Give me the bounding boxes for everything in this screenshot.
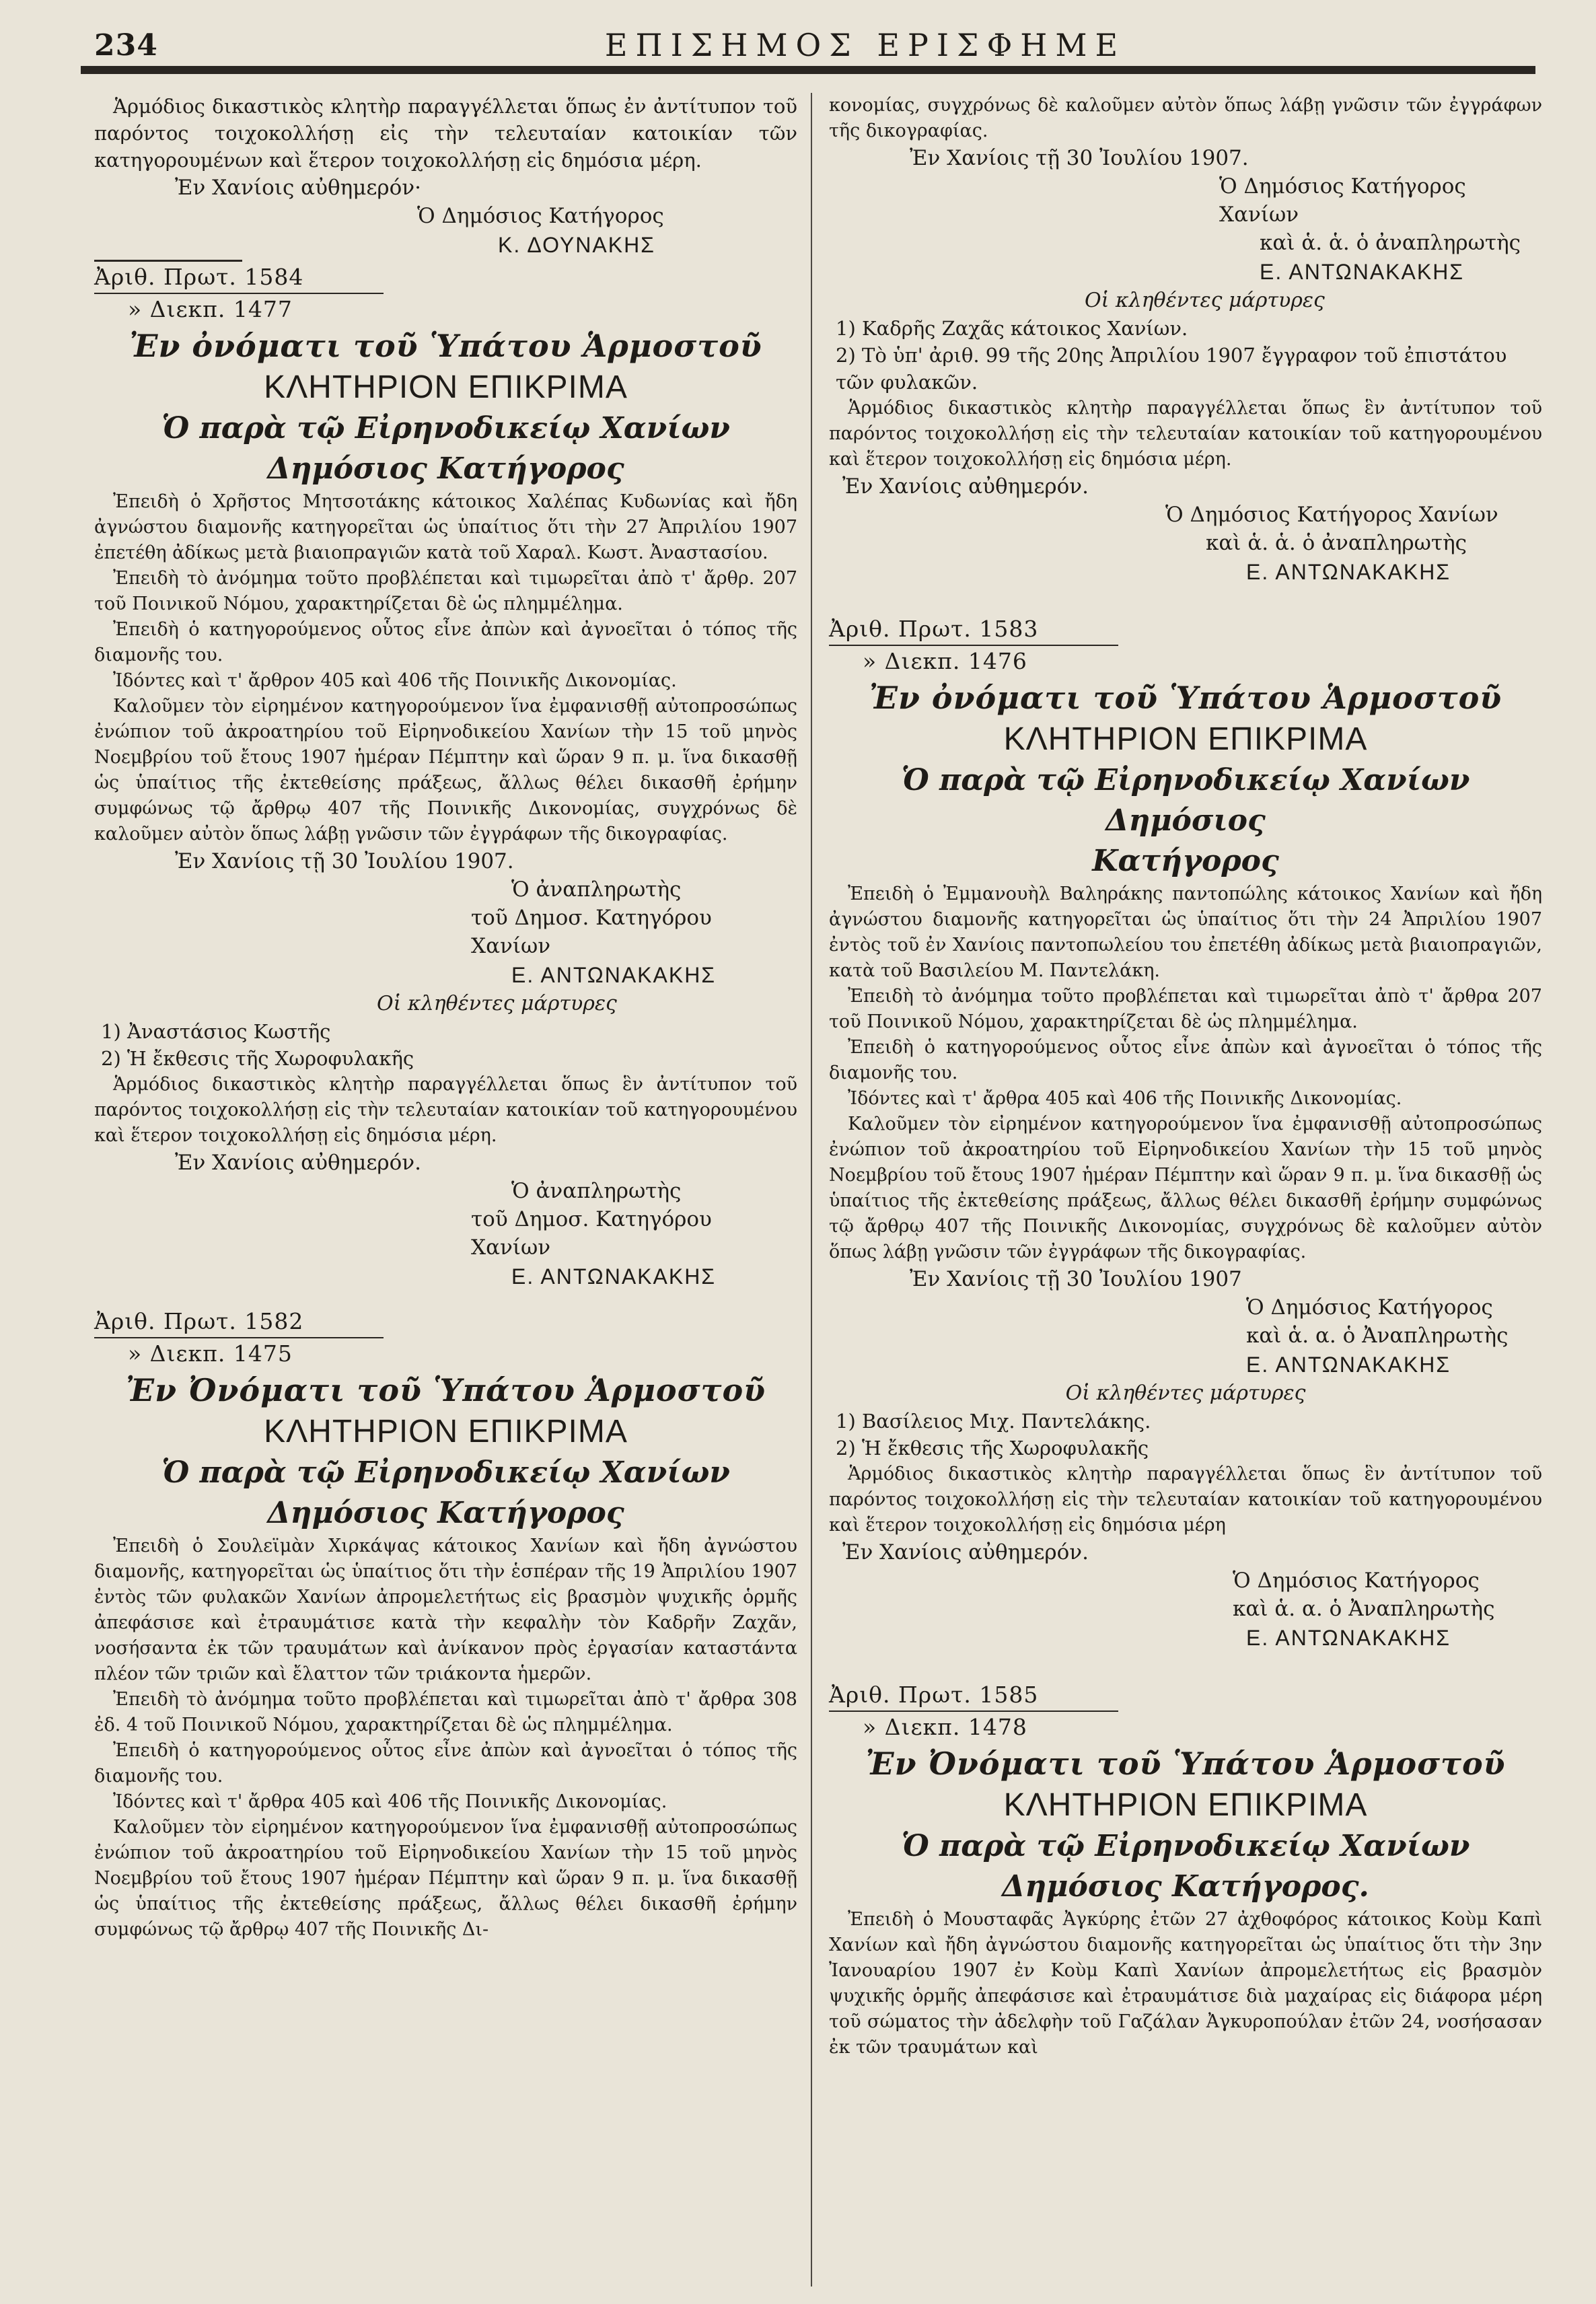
paragraph: Ἐπειδὴ ὁ Σουλεϊμὰν Χιρκάψας κάτοικος Χανίων καὶ ἤδη ἀγνώστου διαμονῆς, κατηγορεῖται ὡς ὑπαίτιος ὅτι τὴν ἑσπέραν τῆς 19 Ἀπριλίου 1907 ἐντὸς τῶν φυλακῶν Χανίων ἀπρομελετήτως εἰς βρασμὸν ψυχικῆς ὁρμῆς ἀπεφάσισε καὶ ἐτραυμάτισε κατὰ τὴν κεφαλὴν τὸν Καδρῆν Ζαχᾶν, νοσήσαντα ἐκ τῶν τραυμάτων καὶ ἀνίκανον πρὸς ἐργασίαν καταστάντα πλέον τῶν τριῶν καὶ ἔλαττον τῶν τριάκοντα ἡμερῶν. xyxy=(94,1536,797,1684)
signature-name: Ε. ΑΝΤΩΝΑΚΑΚΗΣ xyxy=(511,963,717,987)
heading-court: Ὁ παρὰ τῷ Εἰρηνοδικείῳ Χανίων Δημόσιος xyxy=(901,763,1470,838)
heading-prosecutor: Δημόσιος Κατήγορος xyxy=(267,1496,624,1530)
witness-item: 2) Ἡ ἔκθεσις τῆς Χωροφυλακῆς xyxy=(101,1047,414,1070)
date-line: Ἐν Χανίοις τῇ 30 Ἰουλίου 1907 xyxy=(910,1267,1242,1291)
heading-prosecutor: Δημόσιος Κατήγορος. xyxy=(1002,1869,1369,1904)
signature-name: Ε. ΑΝΤΩΝΑΚΑΚΗΣ xyxy=(511,1264,717,1289)
paragraph: Ἰδόντες καὶ τ' ἄρθρα 405 καὶ 406 τῆς Ποινικῆς Δικονομίας. xyxy=(113,1791,667,1812)
witness-title: Οἱ κληθέντες μάρτυρες xyxy=(377,992,617,1015)
intro-signature-role: Ὁ Δημόσιος Κατήγορος xyxy=(417,204,664,228)
intro-signature-name: Κ. ΔΟΥΝΑΚΗΣ xyxy=(498,233,655,257)
signature-office: καὶ ἁ. ἁ. ὁ ἀναπληρωτὴς xyxy=(1260,231,1521,255)
paragraph: Ἐπειδὴ τὸ ἀνόμημα τοῦτο προβλέπεται καὶ τιμωρεῖται ἀπὸ τ' ἄρθρα 207 τοῦ Ποινικοῦ Νόμου, χαρακτηρίζεται δὲ ὡς πλημμέλημα. xyxy=(829,986,1542,1032)
witness-item: 1) Βασίλειος Μιχ. Παντελάκης. xyxy=(836,1410,1151,1433)
paragraph: Ἐπειδὴ ὁ κατηγορούμενος οὗτος εἶνε ἀπὼν καὶ ἀγνοεῖται ὁ τόπος τῆς διαμονῆς του. xyxy=(829,1037,1542,1083)
paragraph: Καλοῦμεν τὸν εἰρημένον κατηγορούμενον ἵνα ἐμφανισθῇ αὐτοπροσώπως ἐνώπιον τοῦ ἀκροατηρίου τοῦ Εἰρηνοδικείου Χανίων τὴν 15 τοῦ μηνὸς Νοεμβρίου τοῦ ἔτους 1907 ἡμέραν Πέμπτην καὶ ὥραν 9 π. μ. ἵνα δικασθῇ ὡς ὑπαίτιος τῆς ἐκτεθείσης πράξεως, ἄλλως θέλει δικασθῆ ἐρήμην συμφώνως τῷ ἄρθρῳ 407 τῆς Ποινικῆς Δικονομίας, συγχρόνως δὲ καλοῦμεν αὐτὸν ὅπως λάβῃ γνῶσιν τῶν ἐγγράφων τῆς δικογραφίας. xyxy=(829,1114,1542,1262)
signature-role: Ὁ Δημόσιος Κατήγορος Χανίων xyxy=(1219,174,1466,227)
paragraph: Ἁρμόδιος δικαστικὸς κλητὴρ παραγγέλλεται ὅπως ἓν ἀντίτυπον τοῦ παρόντος τοιχοκολλήσῃ εἰς τὴν τελευταίαν κατοικίαν τοῦ κατηγορουμένου καὶ ἕτερον τοιχοκολλήσῃ εἰς δημόσια μέρη xyxy=(829,1464,1542,1536)
signature-office: καὶ ἁ. α. ὁ Ἀναπληρωτὴς xyxy=(1246,1324,1509,1348)
signature-role: Ὁ Δημόσιος Κατήγορος xyxy=(1246,1295,1493,1320)
heading-court: Ὁ παρὰ τῷ Εἰρηνοδικείῳ Χανίων xyxy=(901,1829,1470,1863)
place-line: Ἐν Χανίοις αὐθημερόν. xyxy=(842,474,1089,499)
paragraph: Ἐπειδὴ τὸ ἀνόμημα τοῦτο προβλέπεται καὶ τιμωρεῖται ἀπὸ τ' ἄρθρ. 207 τοῦ Ποινικοῦ Νόμου, χαρακτηρίζεται δὲ ὡς πλημμέλημα. xyxy=(94,568,797,614)
notice-1584 xyxy=(94,262,797,1291)
date-line: Ἐν Χανίοις τῇ 30 Ἰουλίου 1907. xyxy=(175,849,514,873)
paragraph: Ἐπειδὴ ὁ κατηγορούμενος οὗτος εἶνε ἀπὼν καὶ ἀγνοεῖται ὁ τόπος τῆς διαμονῆς του. xyxy=(94,619,797,665)
notice-1582 xyxy=(94,1306,797,1943)
paragraph: Ἐπειδὴ ὁ Ἐμμανουὴλ Βαληράκης παντοπώλης κάτοικος Χανίων καὶ ἤδη ἀγνώστου διαμονῆς κατηγορεῖται ὡς ὑπαίτιος ὅτι τὴν 24 Ἀπριλίου 1907 ἐντὸς τοῦ ἐν Χανίοις παντοπωλείου του ἐπετέθη ἀδίκως μετὰ βιαιοπραγιῶν, κατὰ τοῦ Βασιλείου Μ. Παντελάκη. xyxy=(829,884,1542,981)
place-line: Ἐν Χανίοις αὐθημερόν. xyxy=(842,1540,1089,1564)
heading-in-the-name: Ἐν ὀνόματι τοῦ Ὑπάτου Ἁρμοστοῦ xyxy=(129,328,762,364)
signature-office: τοῦ Δημοσ. Κατηγόρου Χανίων xyxy=(471,906,712,958)
heading-court: Ὁ παρὰ τῷ Εἰρηνοδικείῳ Χανίων xyxy=(161,1455,730,1490)
running-title: ΕΠΙΣΗΜΟΣ ΕΡΙΣΦΗΜΕ xyxy=(604,27,1126,63)
witness-title: Οἱ κληθέντες μάρτυρες xyxy=(1065,1381,1306,1405)
paragraph: Ἐπειδὴ τὸ ἀνόμημα τοῦτο προβλέπεται καὶ τιμωρεῖται ἀπὸ τ' ἄρθρα 308 ἐδ. 4 τοῦ Ποινικοῦ Νόμου, χαρακτηρίζεται δὲ ὡς πλημμέλημα. xyxy=(94,1689,797,1735)
paragraph: Ἰδόντες καὶ τ' ἄρθρον 405 καὶ 406 τῆς Ποινικῆς Δικονομίας. xyxy=(113,670,677,691)
signature-role: Ὁ Δημόσιος Κατήγορος xyxy=(1233,1569,1480,1593)
intro-place: Ἐν Χανίοις αὐθημερόν· xyxy=(175,176,421,200)
heading-in-the-name: Ἐν Ὀνόματι τοῦ Ὑπάτου Ἁρμοστοῦ xyxy=(125,1372,766,1408)
notice-1583 xyxy=(829,614,1542,1653)
protocol-number: Ἀριθ. Πρωτ. 1585 xyxy=(829,1682,1039,1708)
heading-summons: ΚΛΗΤΗΡΙΟΝ ΕΠΙΚΡΙΜΑ xyxy=(264,369,628,405)
continuation-paragraph: κονομίας, συγχρόνως δὲ καλοῦμεν αὐτὸν ὅπως λάβῃ γνῶσιν τῶν ἐγγράφων τῆς δικογραφίας. xyxy=(829,95,1542,141)
signature-name: Ε. ΑΝΤΩΝΑΚΑΚΗΣ xyxy=(1246,1626,1451,1650)
signature-role: Ὁ ἀναπληρωτὴς xyxy=(511,1179,682,1203)
signature-role: Ὁ ἀναπληρωτὴς xyxy=(511,877,682,902)
heading-prosecutor: Κατήγορος xyxy=(1092,844,1279,878)
heading-court: Ὁ παρὰ τῷ Εἰρηνοδικείῳ Χανίων xyxy=(161,411,730,445)
right-column xyxy=(829,93,1542,2060)
header-rule xyxy=(81,66,1535,74)
heading-in-the-name: Ἐν Ὀνόματι τοῦ Ὑπάτου Ἁρμοστοῦ xyxy=(865,1745,1506,1782)
protocol-number: Ἀριθ. Πρωτ. 1582 xyxy=(94,1308,304,1334)
dispatch-number: » Διεκπ. 1477 xyxy=(128,296,293,322)
witness-item: 2) Τὸ ὑπ' ἀριθ. 99 τῆς 20ης Ἀπριλίου 1907 ἔγγραφον τοῦ ἐπιστάτου τῶν φυλακῶν. xyxy=(836,344,1507,394)
signature-role: Ὁ Δημόσιος Κατήγορος Χανίων xyxy=(1165,503,1498,527)
signature-office: καὶ ἁ. α. ὁ Ἀναπληρωτὴς xyxy=(1233,1597,1495,1621)
date-line: Ἐν Χανίοις τῇ 30 Ἰουλίου 1907. xyxy=(910,146,1249,170)
witness-item: 1) Ἀναστάσιος Κωστῆς xyxy=(101,1020,331,1043)
intro-paragraph: Ἁρμόδιος δικαστικὸς κλητὴρ παραγγέλλεται ὅπως ἐν ἀντίτυπον τοῦ παρόντος τοιχοκολλήσῃ εἰς τὴν τελευταίαν κατοικίαν τῶν κατηγορουμένων καὶ ἕτερον τοιχοκολλήσῃ εἰς δημόσια μέρη. xyxy=(94,95,797,172)
page-number: 234 xyxy=(94,28,158,63)
heading-in-the-name: Ἐν ὀνόματι τοῦ Ὑπάτου Ἁρμοστοῦ xyxy=(869,680,1502,716)
paragraph: Ἁρμόδιος δικαστικὸς κλητὴρ παραγγέλλεται ὅπως ἓν ἀντίτυπον τοῦ παρόντος τοιχοκολλήσῃ εἰς τὴν τελευταίαν κατοικίαν τοῦ κατηγορουμένου καὶ ἕτερον τοιχοκολλήσῃ εἰς δημόσια μέρη. xyxy=(829,398,1542,470)
dispatch-number: » Διεκπ. 1478 xyxy=(863,1714,1027,1740)
heading-summons: ΚΛΗΤΗΡΙΟΝ ΕΠΙΚΡΙΜΑ xyxy=(264,1414,628,1449)
paragraph: Ἐπειδὴ ὁ Μουσταφᾶς Ἀγκύρης ἐτῶν 27 ἀχθοφόρος κάτοικος Κοὺμ Καπὶ Χανίων καὶ ἤδη ἀγνώστου διαμονῆς κατηγορεῖται ὡς ὑπαίτιος ὅτι τὴν 3ην Ἰανουαρίου 1907 ἐν Κοὺμ Καπὶ Χανίων ἀπρομελετήτως εἰς βρασμὸν ψυχικῆς ὁρμῆς ἀπεφάσισε καὶ ἐτραυμάτισε διὰ μαχαίρας εἰς διάφορα μέρη τοῦ σώματος τὴν ἀδελφὴν τοῦ Γαζάλαν Ἀγκυροπούλαν ἐτῶν 24, νοσήσασαν ἐκ τῶν τραυμάτων καὶ xyxy=(829,1909,1542,2058)
signature-name: Ε. ΑΝΤΩΝΑΚΑΚΗΣ xyxy=(1260,260,1465,284)
signature-name: Ε. ΑΝΤΩΝΑΚΑΚΗΣ xyxy=(1246,1353,1451,1377)
dispatch-number: » Διεκπ. 1475 xyxy=(128,1340,293,1367)
paragraph: Ἰδόντες καὶ τ' ἄρθρα 405 καὶ 406 τῆς Ποινικῆς Δικονομίας. xyxy=(848,1088,1402,1109)
dispatch-number: » Διεκπ. 1476 xyxy=(863,648,1027,674)
notice-1585 xyxy=(829,1680,1542,2060)
paragraph: Ἐπειδὴ ὁ κατηγορούμενος οὗτος εἶνε ἀπὼν καὶ ἀγνοεῖται ὁ τόπος τῆς διαμονῆς του. xyxy=(94,1740,797,1787)
heading-prosecutor: Δημόσιος Κατήγορος xyxy=(267,452,624,486)
heading-summons: ΚΛΗΤΗΡΙΟΝ ΕΠΙΚΡΙΜΑ xyxy=(1003,721,1368,757)
signature-office: τοῦ Δημοσ. Κατηγόρου Χανίων xyxy=(471,1207,712,1260)
paragraph: Ἐπειδὴ ὁ Χρῆστος Μητσοτάκης κάτοικος Χαλέπας Κυδωνίας καὶ ἤδη ἀγνώστου διαμονῆς κατηγορεῖται ὡς ὑπαίτιος ὅτι τὴν 27 Ἀπριλίου 1907 ἐπετέθη ἀδίκως μετὰ βιαιοπραγιῶν κατὰ τοῦ Χαραλ. Κωστ. Ἀναστασίου. xyxy=(94,491,797,563)
heading-summons: ΚΛΗΤΗΡΙΟΝ ΕΠΙΚΡΙΜΑ xyxy=(1003,1787,1368,1823)
paragraph: Ἁρμόδιος δικαστικὸς κλητὴρ παραγγέλλεται ὅπως ἓν ἀντίτυπον τοῦ παρόντος τοιχοκολλήσῃ εἰς τὴν τελευταίαν κατοικίαν τοῦ κατηγορουμένου καὶ ἕτερον τοιχοκολλήσῃ εἰς δημόσια μέρη. xyxy=(94,1074,797,1146)
paragraph: Καλοῦμεν τὸν εἰρημένον κατηγορούμενον ἵνα ἐμφανισθῇ αὐτοπροσώπως ἐνώπιον τοῦ ἀκροατηρίου τοῦ Εἰρηνοδικείου Χανίων τὴν 15 τοῦ μηνὸς Νοεμβρίου τοῦ ἔτους 1907 ἡμέραν Πέμπτην καὶ ὥραν 9 π. μ. ἵνα δικασθῇ ὡς ὑπαίτιος τῆς ἐκτεθείσης πράξεως, ἄλλως θέλει δικασθῆ ἐρήμην συμφώνως τῷ ἄρθρῳ 407 τῆς Ποινικῆς Δικονομίας, συγχρόνως δὲ καλοῦμεν αὐτὸν ὅπως λάβῃ γνῶσιν τῶν ἐγγράφων τῆς δικογραφίας. xyxy=(94,696,797,844)
column-divider xyxy=(811,93,812,2287)
signature-office: καὶ ἁ. ἁ. ὁ ἀναπληρωτὴς xyxy=(1206,531,1467,555)
left-column xyxy=(94,93,797,1943)
place-line: Ἐν Χανίοις αὐθημερόν. xyxy=(175,1151,421,1175)
protocol-number: Ἀριθ. Πρωτ. 1584 xyxy=(94,264,304,290)
protocol-number: Ἀριθ. Πρωτ. 1583 xyxy=(829,616,1039,642)
witness-title: Οἱ κληθέντες μάρτυρες xyxy=(1085,289,1325,312)
witness-item: 2) Ἡ ἔκθεσις τῆς Χωροφυλακῆς xyxy=(836,1437,1149,1460)
paragraph: Καλοῦμεν τὸν εἰρημένον κατηγορούμενον ἵνα ἐμφανισθῇ αὐτοπροσώπως ἐνώπιον τοῦ ἀκροατηρίου τοῦ Εἰρηνοδικείου Χανίων τὴν 15 τοῦ μηνὸς Νοεμβρίου τοῦ ἔτους 1907 ἡμέραν Πέμπτην καὶ ὥραν 9 π. μ. ἵνα δικασθῇ ὡς ὑπαίτιος τῆς ἐκτεθείσης πράξεως, ἄλλως θέλει δικασθῆ ἐρήμην συμφώνως τῷ ἄρθρῳ 407 τῆς Ποινικῆς Δι- xyxy=(94,1817,797,1940)
signature-name: Ε. ΑΝΤΩΝΑΚΑΚΗΣ xyxy=(1246,560,1451,584)
witness-item: 1) Καδρῆς Ζαχᾶς κάτοικος Χανίων. xyxy=(836,317,1188,340)
